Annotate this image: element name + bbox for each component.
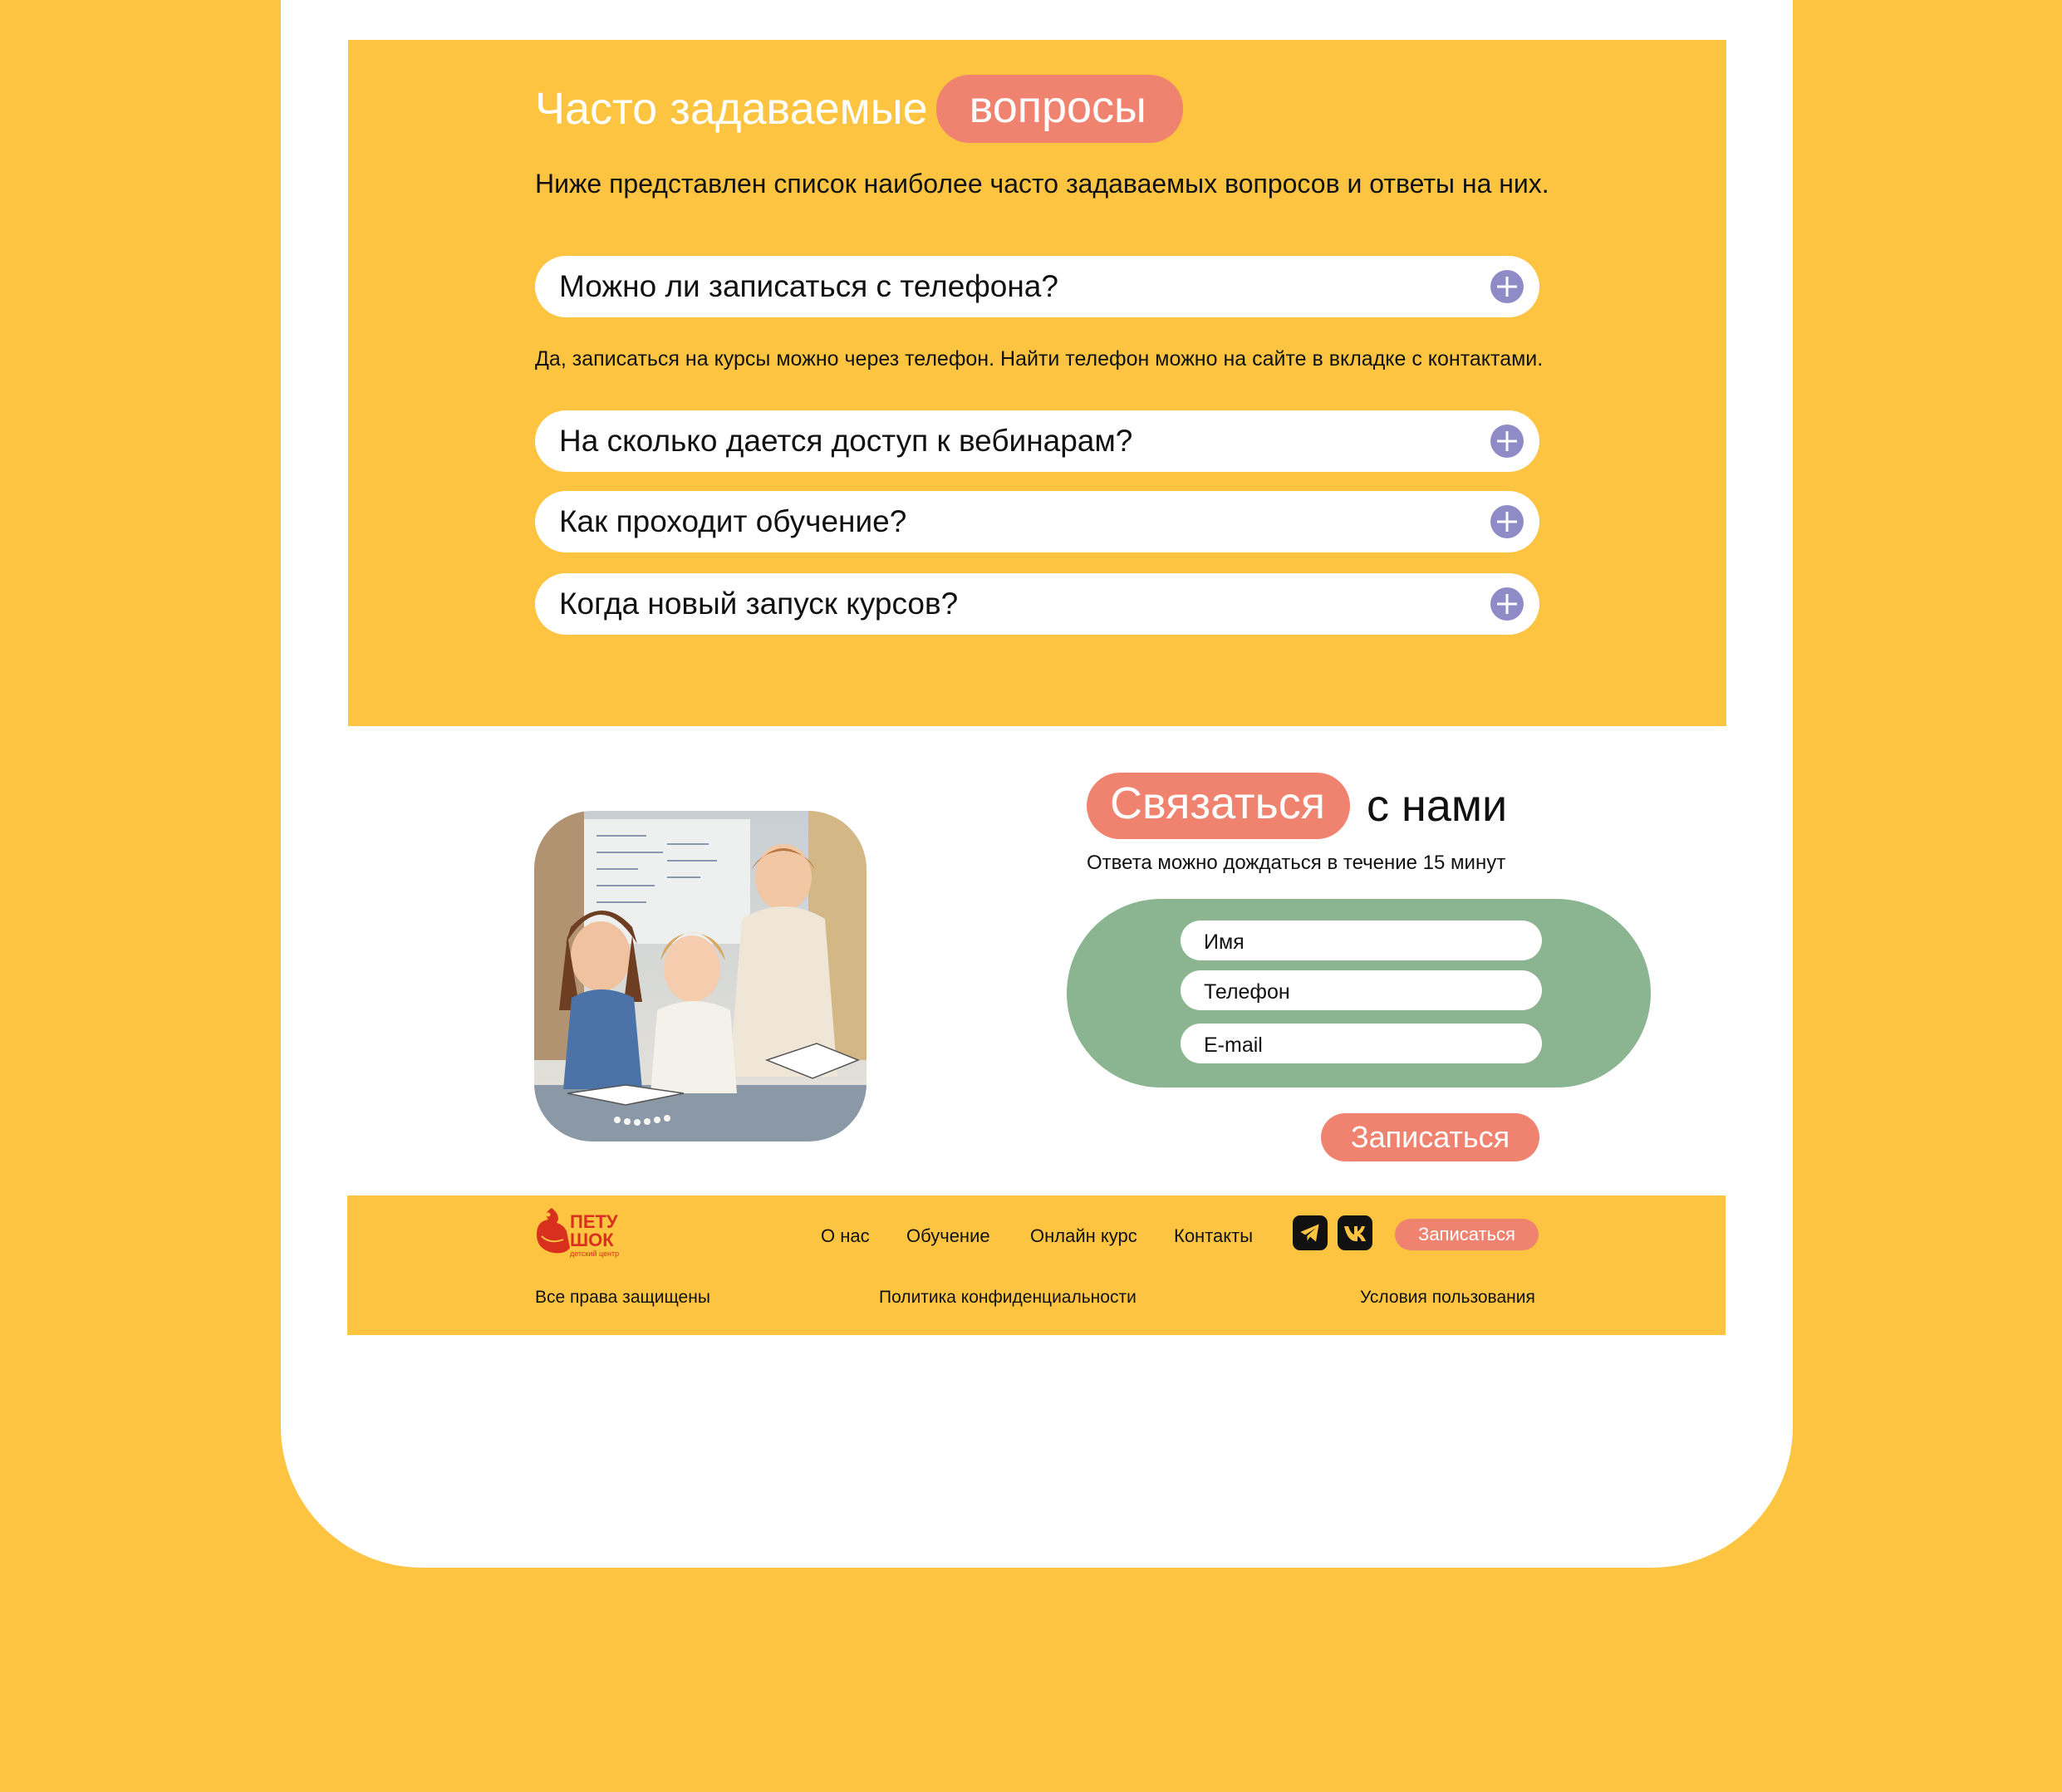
faq-answer: Да, записаться на курсы можно через телефон. Найти телефон можно на сайте в вкладке с контактами. [535,347,1544,371]
vk-icon[interactable] [1338,1215,1372,1250]
footer [347,1195,1726,1335]
svg-text:ПЕТУ: ПЕТУ [570,1211,618,1232]
privacy-link[interactable]: Политика конфиденциальности [879,1288,1137,1307]
contact-title-text: с нами [1367,781,1508,831]
phone-field[interactable] [1181,970,1542,1010]
faq-question: Когда новый запуск курсов? [559,587,959,621]
svg-text:детский центр: детский центр [570,1249,620,1258]
faq-item-4[interactable] [535,573,1539,635]
faq-title [535,75,1183,143]
rights-text: Все права защищены [535,1288,710,1307]
faq-question: На сколько дается доступ к вебинарам? [559,424,1133,458]
nav-learning[interactable]: Обучение [906,1225,990,1246]
email-field[interactable] [1181,1024,1542,1063]
faq-section [348,40,1726,726]
plus-icon[interactable] [1490,505,1524,538]
footer-signup-button[interactable]: Записаться [1395,1219,1539,1250]
faq-question: Можно ли записаться с телефона? [559,269,1058,303]
contact-title-highlight: Связаться [1087,773,1350,839]
faq-subtitle: Ниже представлен список наиболее часто задаваемых вопросов и ответы на них. [535,169,1549,199]
faq-question: Как проходит обучение? [559,504,907,538]
svg-text:ШОК: ШОК [570,1230,614,1250]
contact-title [1087,773,1507,839]
nav-contacts[interactable]: Контакты [1174,1225,1254,1246]
plus-icon[interactable] [1490,425,1524,458]
logo[interactable] [535,1205,626,1259]
faq-item-1[interactable] [535,256,1539,317]
faq-item-2[interactable] [535,410,1539,472]
plus-icon[interactable] [1490,587,1524,621]
telegram-icon[interactable] [1293,1215,1328,1250]
nav-online-course[interactable]: Онлайн курс [1030,1225,1137,1246]
terms-link[interactable]: Условия пользования [1360,1288,1535,1307]
kids-photo [534,811,867,1141]
name-field[interactable] [1181,921,1542,960]
faq-title-text: Часто задаваемые [535,84,928,134]
plus-icon[interactable] [1490,270,1524,303]
submit-button[interactable]: Записаться [1321,1113,1539,1161]
nav-about[interactable]: О нас [821,1225,870,1246]
contact-subtitle: Ответа можно дождаться в течение 15 минут [1087,852,1506,874]
faq-title-highlight: вопросы [936,75,1183,143]
faq-item-3[interactable] [535,491,1539,552]
